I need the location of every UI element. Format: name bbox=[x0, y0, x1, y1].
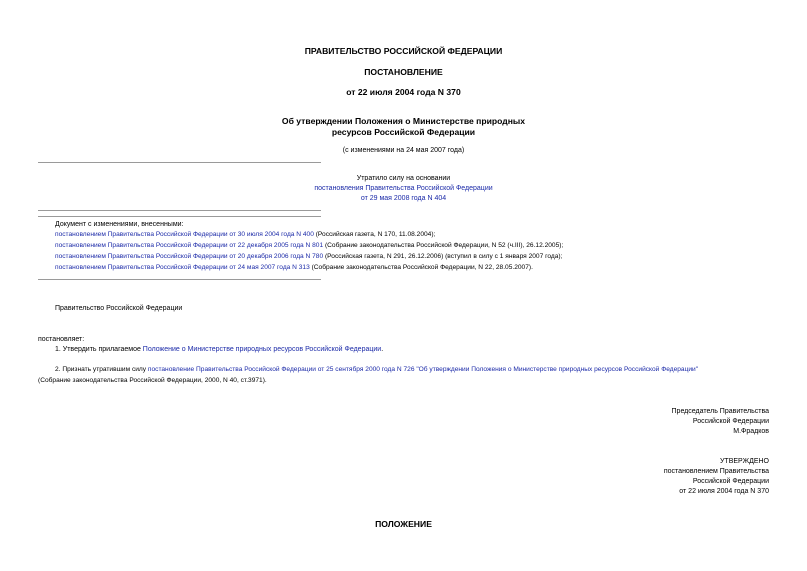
amendment-link[interactable]: постановлением Правительства Российской Федерации от 30 июля 2004 года N 400 bbox=[55, 231, 314, 238]
item-1 bbox=[55, 346, 383, 353]
divider bbox=[38, 210, 321, 211]
amendment-link[interactable]: постановлением Правительства Российской Федерации от 24 мая 2007 года N 313 bbox=[55, 264, 310, 271]
expired-basis-link[interactable] bbox=[0, 185, 807, 192]
item-1-prefix: 1. Утвердить прилагаемое bbox=[55, 346, 143, 353]
signature-org: Российской Федерации bbox=[692, 418, 769, 425]
expired-notice: Утратило силу на основании bbox=[356, 175, 451, 182]
amendment-link[interactable]: постановлением Правительства Российской Федерации от 20 декабря 2006 года N 780 bbox=[55, 253, 324, 260]
amendment-source: (Российская газета, N 291, 26.12.2006) (вступил в силу с 1 января 2007 года); bbox=[323, 253, 563, 260]
expired-basis-link-wrap[interactable] bbox=[0, 195, 807, 202]
amendment-source: (Российская газета, N 170, 11.08.2004); bbox=[313, 231, 436, 238]
resolves-label: постановляет: bbox=[38, 336, 85, 343]
divider bbox=[38, 279, 321, 280]
document-title-line-1: Об утверждении Положения о Министерстве природных bbox=[281, 116, 526, 126]
amendment-item bbox=[55, 242, 563, 249]
signature-title: Председатель Правительства bbox=[671, 408, 769, 415]
document-type: ПОСТАНОВЛЕНИЕ bbox=[364, 67, 443, 77]
document-date-number: от 22 июля 2004 года N 370 bbox=[346, 87, 461, 97]
document-title-line-2: ресурсов Российской Федерации bbox=[331, 127, 476, 137]
approved-label: УТВЕРЖДЕНО bbox=[719, 458, 769, 465]
issuer: Правительство Российской Федерации bbox=[55, 305, 183, 312]
amendments-heading: Документ с изменениями, внесенными: bbox=[55, 221, 184, 228]
amendment-source: (Собрание законодательства Российской Федерации, N 22, 28.05.2007). bbox=[309, 264, 533, 271]
regulation-title: ПОЛОЖЕНИЕ bbox=[375, 519, 432, 529]
divider bbox=[38, 162, 321, 163]
amendment-source: (Собрание законодательства Российской Федерации, N 52 (ч.III), 26.12.2005); bbox=[323, 242, 564, 249]
item-2-link[interactable]: постановление Правительства Российской Федерации от 25 сентября 2000 года N 726 "Об утверждении Положения о Министерстве природных ресурсов Российской Федерации" bbox=[147, 366, 699, 373]
divider bbox=[38, 216, 321, 217]
signature-name: М.Фрадков bbox=[733, 428, 769, 435]
item-2-prefix: 2. Признать утратившим силу bbox=[55, 366, 148, 373]
item-2-line-2: (Собрание законодательства Российской Федерации, 2000, N 40, ст.3971). bbox=[38, 377, 267, 384]
approved-org: Российской Федерации bbox=[692, 478, 769, 485]
government-name: ПРАВИТЕЛЬСТВО РОССИЙСКОЙ ФЕДЕРАЦИИ bbox=[304, 46, 503, 56]
item-1-suffix: . bbox=[381, 346, 384, 353]
item-2 bbox=[55, 366, 698, 373]
item-1-link[interactable]: Положение о Министерстве природных ресурсов Российской Федерации bbox=[142, 346, 382, 353]
approved-by: постановлением Правительства bbox=[663, 468, 769, 475]
approved-date: от 22 июля 2004 года N 370 bbox=[679, 488, 769, 495]
expired-basis-link-line-2[interactable]: от 29 мая 2008 года N 404 bbox=[360, 195, 447, 202]
amendment-item bbox=[55, 253, 562, 260]
expired-basis-link-line-1[interactable]: постановления Правительства Российской Федерации bbox=[314, 185, 493, 192]
amendment-item bbox=[55, 231, 435, 238]
amendment-link[interactable]: постановлением Правительства Российской Федерации от 22 декабря 2005 года N 801 bbox=[55, 242, 324, 249]
amendment-item bbox=[55, 264, 533, 271]
revision-note: (с изменениями на 24 мая 2007 года) bbox=[342, 147, 465, 154]
